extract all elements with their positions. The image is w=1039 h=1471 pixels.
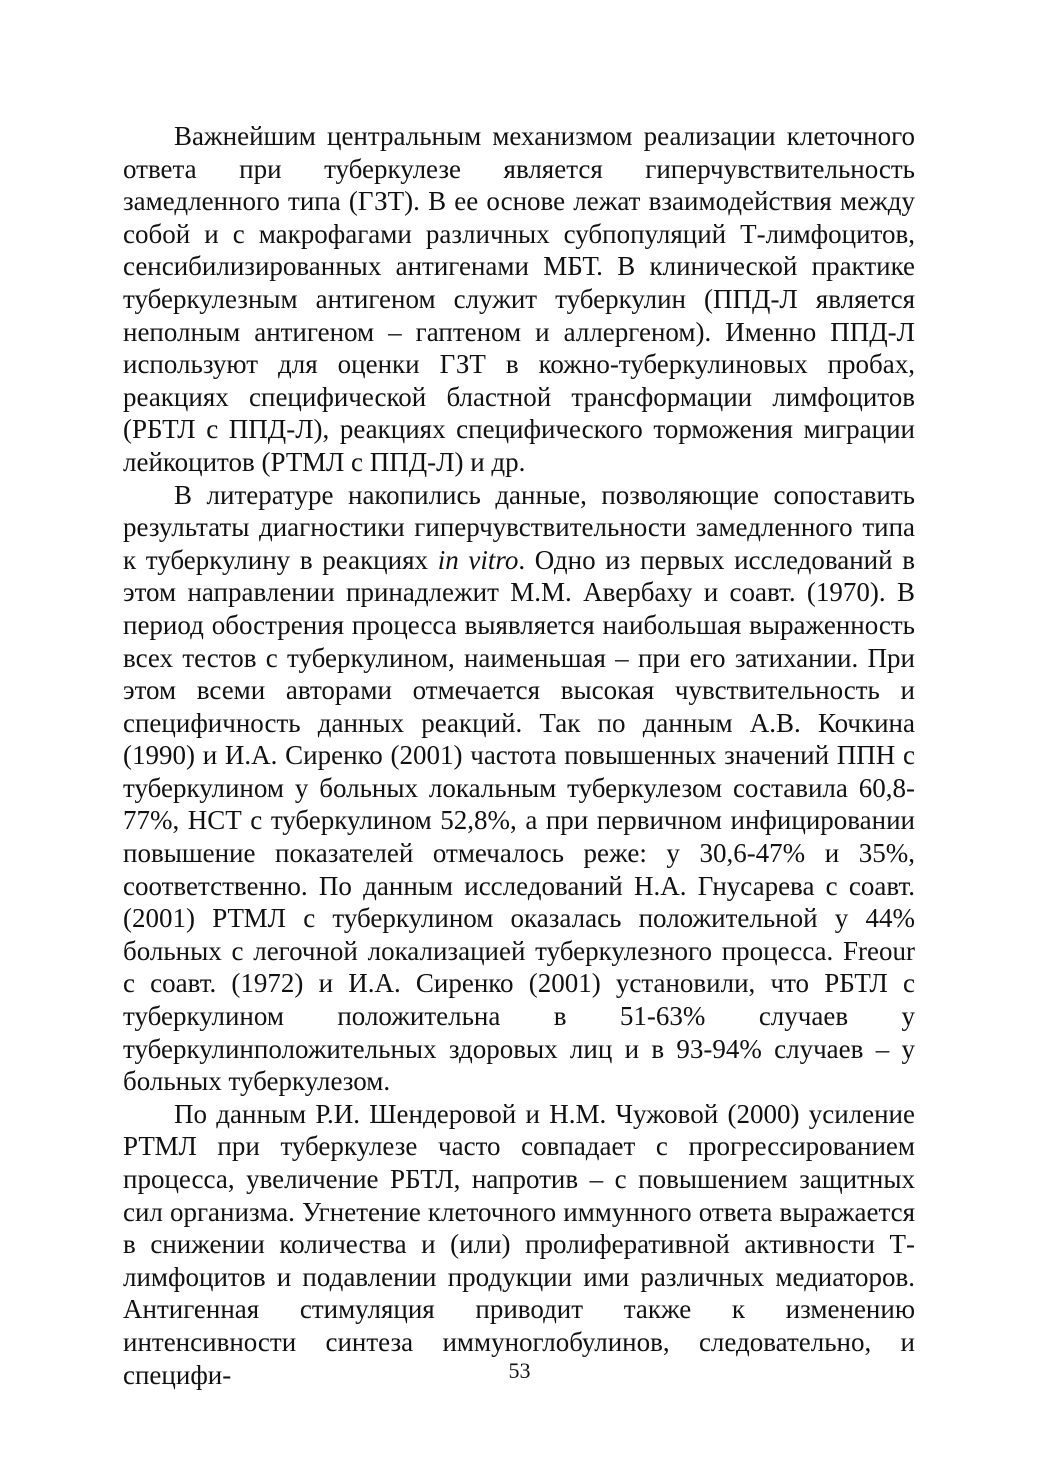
paragraph-2	[123, 479, 915, 1098]
paragraph-3-text: По данным Р.И. Шендеровой и Н.М. Чужовой (2000) усиление РТМЛ при туберкулезе часто совпадает с прогрессированием процесса, увеличение РБТЛ, напротив – с повышением защитных сил организма. Угнетение клеточного иммунного ответа выражается в снижении количества и (или) пролиферативной активности Т-лимфоцитов и подавлении продукции ими различных медиаторов. Антигенная стимуляция приводит также к изменению интенсивности синтеза иммуноглобулинов, следовательно, и специфи-	[123, 1098, 915, 1390]
paragraph-2-text-after: . Одно из первых исследований в этом направлении принадлежит М.М. Авербаху и соавт. (1970). В период обострения процесса выявляется наибольшая выраженность всех тестов с туберкулином, наименьшая – при его затихании. При этом всеми авторами отмечается высокая чувствительность и специфичность данных реакций. Так по данным А.В. Кочкина (1990) и И.А. Сиренко (2001) частота повышенных значений ППН с туберкулином у больных локальным туберкулезом составила 60,8-77%, НСТ с туберкулином 52,8%, а при первичном инфицировании повышение показателей отмечалось реже: у 30,6-47% и 35%, соответственно. По данным исследований Н.А. Гнусарева с соавт. (2001) РТМЛ с туберкулином оказалась положительной у 44% больных с легочной локализацией туберкулезного процесса. Freour с соавт. (1972) и И.А. Сиренко (2001) установили, что РБТЛ с туберкулином положительна в 51-63% случаев у туберкулинположительных здоровых лиц и в 93-94% случаев – у больных туберкулезом.	[123, 544, 915, 1097]
paragraph-1	[123, 120, 915, 479]
paragraph-2-italic: in vitro	[437, 544, 519, 575]
body-text	[123, 120, 915, 1391]
paragraph-2-text-before: В литературе накопились данные, позволяющие сопоставить результаты диагностики гиперчувствительности замедленного типа к туберкулину в реакциях	[123, 479, 915, 575]
page-number: 53	[508, 1358, 531, 1383]
paragraph-3	[123, 1098, 915, 1391]
paragraph-1-text: Важнейшим центральным механизмом реализации клеточного ответа при туберкулезе является гиперчувствительность замедленного типа (ГЗТ). В ее основе лежат взаимодействия между собой и с макрофагами различных субпопуляций Т-лимфоцитов, сенсибилизированных антигенами МБТ. В клинической практике туберкулезным антигеном служит туберкулин (ППД-Л является неполным антигеном – гаптеном и аллергеном). Именно ППД-Л используют для оценки ГЗТ в кожно-туберкулиновых пробах, реакциях специфической бластной трансформации лимфоцитов (РБТЛ с ППД-Л), реакциях специфического торможения миграции лейкоцитов (РТМЛ с ППД-Л) и др.	[123, 121, 915, 477]
